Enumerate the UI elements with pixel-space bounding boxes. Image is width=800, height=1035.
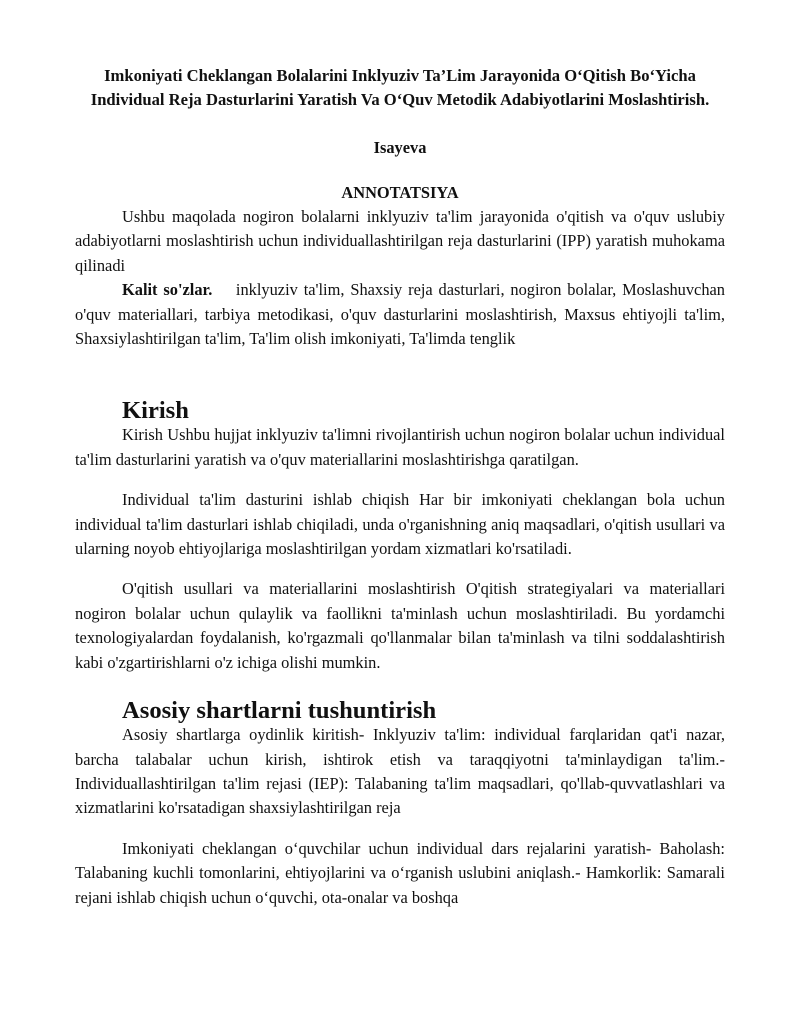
intro-paragraph-3: O'qitish usullari va materiallarini moslashtirish O'qitish strategiyalari va materiallari nogiron bolalar uchun qulaylik va faollikni ta'minlash uchun moslashtiriladi. Bu yordamchi texnologiyalardan foydalanish, ko'rgazmali qo'llanmalar bilan ta'minlash va tilni soddalashtirish kabi o'zgartirishlarni o'z ichiga olishi mumkin. xyxy=(75,579,725,672)
keywords-text: inklyuziv ta'lim, Shaxsiy reja dasturlari, nogiron bolalar, Moslashuvchan o'quv materiallari, tarbiya metodikasi, o'quv dasturlarini moslashtirish, Maxsus ehtiyojli ta'lim, Shaxsiylashtirilgan ta'lim, Ta'lim olish imkoniyati, Ta'limda tenglik xyxy=(75,280,725,349)
section-heading-key-terms: Asosiy shartlarni tushuntirish xyxy=(122,697,437,725)
intro-paragraph-1: Kirish Ushbu hujjat inklyuziv ta'limni rivojlantirish uchun nogiron bolalar uchun individual ta'lim dasturlarini yaratish va o'quv materiallarini moslashtirishga qaratilgan. xyxy=(75,425,725,469)
spacer xyxy=(75,821,725,837)
key-terms-paragraph-2: Imkoniyati cheklangan o‘quvchilar uchun individual dars rejalarini yaratish- Baholash: Talabaning kuchli tomonlarini, ehtiyojlarini va o‘rganish uslubini aniqlash.- Hamkorlik: Samarali rejani ishlab chiqish uchun o‘quvchi, ota-onalar va boshqa xyxy=(75,838,725,907)
key-terms-paragraph-1: Asosiy shartlarga oydinlik kiritish- Inklyuziv ta'lim: individual farqlaridan qat'i nazar, barcha talabalar uchun kirish, ishtirok etish va taraqqiyotni ta'minlaydigan ta'lim.- Individuallashtirilgan ta'lim rejasi (IEP): Talabaning ta'lim maqsadlari, qo'llab-quvvatlashlari va xizmatlarini ko'rsatadigan shaxsiylashtirilgan reja xyxy=(75,725,725,818)
keywords-label: Kalit so'zlar. xyxy=(122,280,213,300)
spacer xyxy=(75,351,725,399)
spacer xyxy=(75,561,725,577)
document-title: Imkoniyati Cheklangan Bolalarini Inklyuziv Ta’Lim Jarayonida O‘Qitish Bo‘Yicha Individual Reja Dasturlarini Yaratish Va O‘Quv Metodik Adabiyotlarini Moslashtirish. xyxy=(90,66,710,109)
section-heading-intro: Kirish xyxy=(122,397,189,425)
intro-paragraph-2: Individual ta'lim dasturini ishlab chiqish Har bir imkoniyati cheklangan bola uchun individual ta'lim dasturlari ishlab chiqiladi, unda o'rganishning aniq maqsadlari, o'qitish usullari va ularning noyob ehtiyojlariga moslashtirilgan yordam xizmatlari ko'rsatiladi. xyxy=(75,490,725,559)
author-name: Isayeva xyxy=(373,138,427,157)
keywords-paragraph xyxy=(75,278,725,351)
spacer xyxy=(75,675,725,699)
spacer xyxy=(75,472,725,488)
abstract-text: Ushbu maqolada nogiron bolalarni inklyuziv ta'lim jarayonida o'qitish va o'quv uslubiy adabiyotlarni moslashtirish uchun individuallashtirilgan reja dasturlarini (IPP) yaratish muhokama qilinadi xyxy=(75,207,725,275)
abstract-heading: ANNOTATSIYA xyxy=(341,183,459,202)
document-page xyxy=(75,64,725,910)
